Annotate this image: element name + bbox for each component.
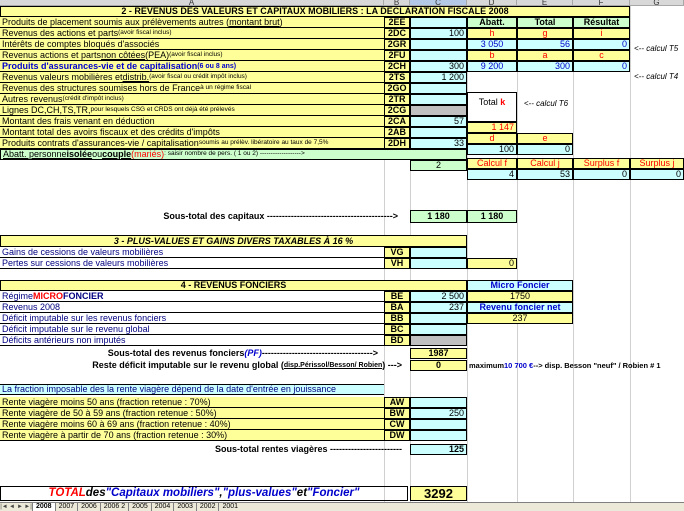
- row-2go-note: à un régime fiscal: [200, 83, 252, 91]
- result-value-1: 0: [573, 39, 630, 50]
- head-total: Total: [517, 17, 573, 28]
- row-bw-label: Rente viagère de 50 à 59 ans (fraction retenue : 50%): [0, 408, 384, 419]
- row-2ts-text: Revenus valeurs mobilières et: [2, 72, 123, 82]
- row-2fu-note: (avoir fiscal inclus): [169, 50, 223, 58]
- row-2dh-text: Produits contrats d'assurances-vie / capitalisation: [2, 138, 199, 148]
- result-value-2: 0: [573, 61, 630, 72]
- tab-first-button[interactable]: |◄: [0, 504, 8, 510]
- row-2ee-text: Produits de placement soumis aux prélèvements autres (: [2, 17, 230, 27]
- value-surplus-f: 0: [573, 169, 630, 180]
- calcul-f: Calcul f: [467, 158, 517, 169]
- section-4-title: 4 - REVENUS FONCIERS: [0, 280, 467, 291]
- value-j: 53: [517, 169, 573, 180]
- value-d: 100: [467, 144, 517, 155]
- code-bd: BD: [384, 335, 410, 346]
- input-2ts[interactable]: 1 200: [410, 72, 467, 83]
- tab-last-button[interactable]: ►|: [24, 504, 32, 510]
- code-bc: BC: [384, 324, 410, 335]
- input-2dc[interactable]: 100: [410, 28, 467, 39]
- reste-deficit-label: [0, 360, 408, 371]
- row-be-text: Régime: [2, 291, 34, 301]
- column-header-c[interactable]: C: [410, 0, 467, 6]
- grand-total-des: des: [85, 486, 106, 499]
- input-2gr[interactable]: [410, 39, 467, 50]
- cell-b: b: [467, 50, 517, 61]
- calcul-j: Calcul j: [517, 158, 573, 169]
- input-nb-personnes[interactable]: 2: [410, 160, 467, 171]
- code-2ts: 2TS: [384, 72, 410, 83]
- total-k-value: 1 147: [467, 122, 517, 133]
- row-aw-label: Rente viagère moins 50 ans (fraction retenue : 70%): [0, 397, 384, 408]
- code-2dh: 2DH: [384, 138, 410, 149]
- micro-foncier-header: Micro Foncier: [467, 280, 573, 291]
- row-2dc-text: Revenus des actions et parts: [2, 28, 119, 38]
- row-2dh-note: soumis au prélèv. libératoire au taux de 7,5%: [198, 138, 329, 146]
- input-2ab[interactable]: [410, 127, 467, 138]
- grand-total-plus-values: "plus-values": [222, 486, 297, 499]
- micro-foncier-value: 1750: [467, 291, 573, 302]
- sheet-tab-bar: [0, 502, 684, 511]
- code-2tr: 2TR: [384, 94, 410, 105]
- code-2ab: 2AB: [384, 127, 410, 138]
- reste-deficit-arrow: ) --->: [382, 360, 402, 370]
- row-2ts-underlined: distrib.: [122, 72, 150, 82]
- column-header-a[interactable]: A: [0, 0, 384, 6]
- cell-a: a: [517, 50, 573, 61]
- code-bw: BW: [384, 408, 410, 419]
- head-resultat: Résultat: [573, 17, 630, 28]
- row-cw-label: Rente viagère moins 60 à 69 ans (fraction retenue : 40%): [0, 419, 384, 430]
- maximum-disp: --> disp. Besson "neuf" / Robien # 1: [533, 360, 661, 370]
- column-header-f[interactable]: F: [573, 0, 630, 6]
- row-ba-label: Revenus 2008: [0, 302, 384, 313]
- input-ba[interactable]: 237: [410, 302, 467, 313]
- row-abatt-personne: [0, 149, 467, 160]
- code-2dc: 2DC: [384, 28, 410, 39]
- sheet-tab-2006[interactable]: 2006: [77, 503, 100, 511]
- row-2fu-text: Revenus actions et parts: [2, 50, 102, 60]
- row-2dc-note: (avoir fiscal inclus): [118, 28, 172, 36]
- row-bc-label: Déficit imputable sur le revenu global: [0, 324, 384, 335]
- subtotal-foncier-text: Sous-total des revenus fonciers: [107, 348, 245, 358]
- value-e: 0: [517, 144, 573, 155]
- row-2tr-text: Autres revenus: [2, 94, 63, 104]
- sheet-tab-2008[interactable]: 2008: [32, 503, 55, 511]
- sheet-tab-2007[interactable]: 2007: [55, 503, 78, 511]
- maximum-text: maximum: [469, 360, 505, 370]
- code-2fu: 2FU: [384, 50, 410, 61]
- grand-total-et: et: [296, 486, 308, 499]
- reste-deficit-value: 0: [410, 360, 467, 371]
- row-2go-text: Revenus des structures soumises hors de France: [2, 83, 201, 93]
- input-vg[interactable]: [410, 247, 467, 258]
- code-2cg: 2CG: [384, 105, 410, 116]
- total-k-box: [467, 96, 517, 108]
- total-k-text: Total: [478, 96, 498, 107]
- calcul-t5-note: <-- calcul T5: [634, 44, 679, 53]
- abatt-instruction: : saisir nombre de pers. ( 1 ou 2) ------------------->: [164, 150, 305, 158]
- maximum-amount: 10 700 €: [504, 360, 534, 370]
- subtotal-foncier-arrow: ------------------------------------->: [261, 348, 378, 358]
- grand-total-label: [0, 486, 408, 501]
- code-2ch: 2CH: [384, 61, 410, 72]
- row-be-micro: MICRO: [33, 291, 64, 301]
- total-value-1: 56: [517, 39, 573, 50]
- code-2ee: 2EE: [384, 17, 410, 28]
- row-2tr-note: (crédit d'impôt inclus): [62, 94, 124, 102]
- row-2ch-text: Produits d'assurances-vie et de capitalisation: [2, 61, 198, 71]
- total-value-2: 300: [517, 61, 573, 72]
- tab-prev-button[interactable]: ◄: [9, 504, 15, 510]
- code-be: BE: [384, 291, 410, 302]
- section-2-title: 2 - REVENUS DES VALEURS ET CAPITAUX MOBILIERS : LA DECLARATION FISCALE 2008: [0, 6, 630, 17]
- sheet-tab-2003[interactable]: 2003: [173, 503, 196, 511]
- row-2fu-underlined: non côtées: [101, 50, 146, 60]
- row-2go-label: [0, 83, 384, 94]
- row-bd-label: Déficits antérieurs non imputés: [0, 335, 384, 346]
- row-2ee-label: [0, 17, 384, 28]
- subtotal-capitaux-label: Sous-total des capitaux ------------------------------------------>: [163, 211, 398, 221]
- head-abatt: Abatt.: [467, 17, 517, 28]
- input-cw[interactable]: [410, 419, 467, 430]
- row-2tr-label: [0, 94, 384, 105]
- row-be-foncier: FONCIER: [63, 291, 104, 301]
- row-bb-label: Déficit imputable sur les revenus fonciers: [0, 313, 384, 324]
- subtotal-foncier-label: [0, 348, 408, 359]
- input-2ch[interactable]: 300: [410, 61, 467, 72]
- row-2gr-label: Intérêts de comptes bloqués d'associés: [0, 39, 384, 50]
- row-2ch-note: (6 ou 8 ans): [197, 62, 237, 70]
- abatt-mariee: (mariés): [131, 149, 165, 159]
- row-2ts-label: [0, 72, 384, 83]
- column-header-b[interactable]: B: [384, 0, 410, 6]
- code-2gr: 2GR: [384, 39, 410, 50]
- code-ba: BA: [384, 302, 410, 313]
- section-3-title: 3 - PLUS-VALUES ET GAINS DIVERS TAXABLES À 16 %: [0, 235, 467, 247]
- calcul-t6-note: <-- calcul T6: [523, 99, 569, 108]
- sheet-tab-2005[interactable]: 2005: [128, 503, 151, 511]
- subtotal-foncier-pf: (PF): [244, 348, 262, 358]
- input-2ee[interactable]: [410, 17, 467, 28]
- abatt-value-1: 3 050: [467, 39, 517, 50]
- total-k-letter: k: [500, 96, 506, 107]
- input-dw[interactable]: [410, 430, 467, 441]
- row-dw-label: Rente viagère à partir de 70 ans (fraction retenue : 30%): [0, 430, 384, 441]
- abatt-personne-text: Abatt. personne: [3, 149, 67, 159]
- code-bb: BB: [384, 313, 410, 324]
- input-bw[interactable]: 250: [410, 408, 467, 419]
- abatt-isolee: isolée: [66, 149, 93, 159]
- code-2go: 2GO: [384, 83, 410, 94]
- cell-e: e: [517, 133, 573, 144]
- surplus-j: Surplus j: [630, 158, 684, 169]
- row-2cg-label: [0, 105, 384, 116]
- row-2ts-note: (avoir fiscal ou crédit impôt inclus): [149, 72, 247, 80]
- value-f: 4: [467, 169, 517, 180]
- subtotal-capitaux-c: 1 180: [410, 210, 467, 223]
- cell-c: c: [573, 50, 630, 61]
- cell-h: h: [467, 28, 517, 39]
- reste-deficit-text: Reste déficit imputable sur le revenu global (: [92, 360, 284, 370]
- row-2dh-label: [0, 138, 384, 149]
- row-2ee-close: ): [279, 17, 283, 27]
- row-2ch-label: [0, 61, 384, 72]
- row-2cg-text: Lignes DC,CH,TS,TR,: [2, 105, 91, 115]
- code-dw: DW: [384, 430, 410, 441]
- abatt-ou: ou: [92, 149, 103, 159]
- input-2cg[interactable]: [410, 105, 467, 116]
- sheet-tab-2006-2[interactable]: 2006 2: [100, 503, 128, 511]
- abatt-value-2: 9 200: [467, 61, 517, 72]
- grand-total-foncier: "Foncier": [307, 486, 360, 499]
- grand-total-capitaux: "Capitaux mobiliers": [105, 486, 220, 499]
- input-2fu[interactable]: [410, 50, 467, 61]
- input-2go[interactable]: [410, 83, 467, 94]
- subtotal-rentes-value: 125: [410, 444, 467, 455]
- row-2ca-label: Montant des frais venant en déduction: [0, 116, 384, 127]
- abatt-couple: couple: [102, 149, 132, 159]
- input-bc[interactable]: [410, 324, 467, 335]
- tab-next-button[interactable]: ►: [17, 504, 23, 510]
- input-vh[interactable]: [410, 258, 467, 269]
- row-2ee-underlined: montant brut: [229, 17, 280, 27]
- input-bb[interactable]: [410, 313, 467, 324]
- revenu-foncier-net-value: 237: [467, 313, 573, 324]
- code-vh: VH: [384, 258, 410, 269]
- column-header-e[interactable]: E: [517, 0, 573, 6]
- input-2tr[interactable]: [410, 94, 467, 105]
- grand-total-value: 3292: [410, 486, 467, 501]
- row-2fu-label: [0, 50, 384, 61]
- vh-result: 0: [467, 258, 517, 269]
- sheet-tab-2002[interactable]: 2002: [196, 503, 219, 511]
- input-aw[interactable]: [410, 397, 467, 408]
- input-2dh[interactable]: 33: [410, 138, 467, 149]
- maximum-note: [467, 360, 684, 371]
- row-2ab-label: Montant total des avoirs fiscaux et des crédits d'impôts: [0, 127, 384, 138]
- subtotal-rentes-label: Sous-total rentes viagères ------------------------: [215, 444, 402, 454]
- value-surplus-j: 0: [630, 169, 684, 180]
- rente-intro: La fraction imposable des la rente viagère dépend de la date d'entrée en jouissance: [0, 384, 384, 395]
- subtotal-capitaux-d: 1 180: [467, 210, 517, 223]
- row-vg-label: Gains de cessions de valeurs mobilières: [0, 247, 384, 258]
- cell-d: d: [467, 133, 517, 144]
- input-be[interactable]: 2 500: [410, 291, 467, 302]
- grand-total-comma: ,: [219, 486, 223, 499]
- code-cw: CW: [384, 419, 410, 430]
- revenu-foncier-net-header: Revenu foncier net: [467, 302, 573, 313]
- row-vh-label: Pertes sur cessions de valeurs mobilières: [0, 258, 384, 269]
- row-be-label: [0, 291, 384, 302]
- surplus-f: Surplus f: [573, 158, 630, 169]
- code-aw: AW: [384, 397, 410, 408]
- input-bd[interactable]: [410, 335, 467, 346]
- column-header-d[interactable]: D: [467, 0, 517, 6]
- row-2cg-note: pour lesquels CSG et CRDS ont déjà été prélevés: [90, 105, 235, 113]
- input-2ca[interactable]: 57: [410, 116, 467, 127]
- code-vg: VG: [384, 247, 410, 258]
- cell-i: i: [573, 28, 630, 39]
- row-2fu-pea: (PEA): [145, 50, 170, 60]
- row-2dc-label: [0, 28, 384, 39]
- reste-deficit-disp: disp.Périssol/Besson/ Robien: [283, 362, 383, 369]
- column-header-g[interactable]: G: [630, 0, 684, 6]
- calcul-t4-note: <-- calcul T4: [634, 72, 679, 81]
- subtotal-foncier-value: 1987: [410, 348, 467, 359]
- cell-g: g: [517, 28, 573, 39]
- grand-total-prefix: TOTAL: [48, 486, 86, 499]
- code-2ca: 2CA: [384, 116, 410, 127]
- sheet-tab-2004[interactable]: 2004: [151, 503, 174, 511]
- sheet-tab-2001[interactable]: 2001: [218, 503, 241, 511]
